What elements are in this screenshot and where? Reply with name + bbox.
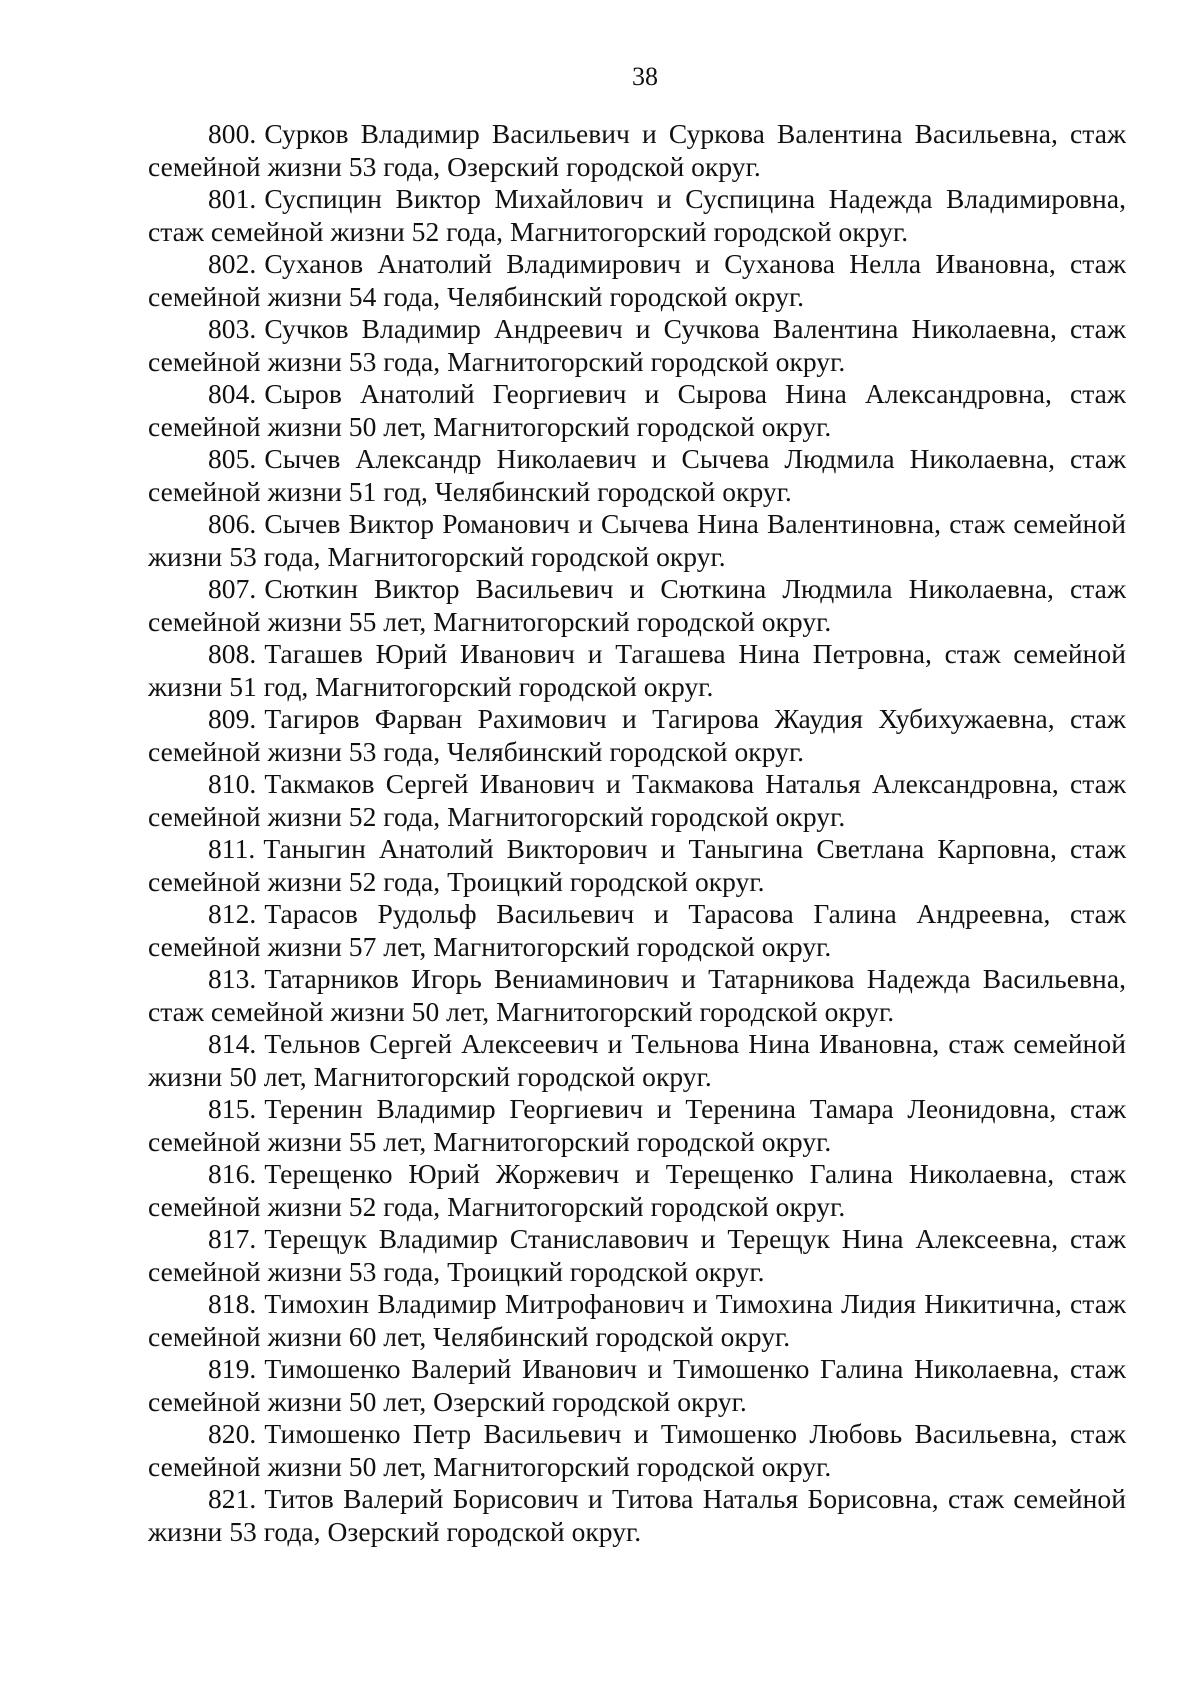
entry-number: 802.	[208, 248, 257, 279]
entry-text: Таныгин Анатолий Викторович и Таныгина Светлана Карповна, стаж семейной жизни 52 года, Троицкий городской округ.	[148, 833, 1126, 897]
list-item	[148, 833, 1126, 898]
list-item	[148, 638, 1126, 703]
entry-text: Сюткин Виктор Васильевич и Сюткина Людмила Николаевна, стаж семейной жизни 55 лет, Магнитогорский городской округ.	[148, 573, 1126, 637]
list-item	[148, 508, 1126, 573]
entry-number: 806.	[208, 508, 257, 539]
page-number: 38	[632, 62, 658, 91]
list-item	[148, 1028, 1126, 1093]
list-item	[148, 1353, 1126, 1418]
entry-text: Суханов Анатолий Владимирович и Суханова Нелла Ивановна, стаж семейной жизни 54 года, Челябинский городской округ.	[148, 248, 1126, 312]
entry-number: 813.	[208, 963, 257, 994]
entry-text: Тельнов Сергей Алексеевич и Тельнова Нина Ивановна, стаж семейной жизни 50 лет, Магнитогорский городской округ.	[148, 1028, 1126, 1092]
entry-number: 820.	[208, 1418, 257, 1449]
list-item	[148, 248, 1126, 313]
entry-number: 809.	[208, 703, 257, 734]
entry-number: 818.	[208, 1288, 257, 1319]
entry-text: Сычев Александр Николаевич и Сычева Людмила Николаевна, стаж семейной жизни 51 год, Челябинский городской округ.	[148, 443, 1126, 507]
entry-number: 811.	[208, 833, 256, 864]
entry-number: 815.	[208, 1093, 257, 1124]
list-item	[148, 183, 1126, 248]
entry-number: 817.	[208, 1223, 257, 1254]
entry-text: Сучков Владимир Андреевич и Сучкова Валентина Николаевна, стаж семейной жизни 53 года, Магнитогорский городской округ.	[148, 313, 1126, 377]
entry-text: Теренин Владимир Георгиевич и Теренина Тамара Леонидовна, стаж семейной жизни 55 лет, Магнитогорский городской округ.	[148, 1093, 1126, 1157]
list-item	[148, 1223, 1126, 1288]
list-item	[148, 963, 1126, 1028]
entry-text: Титов Валерий Борисович и Титова Наталья Борисовна, стаж семейной жизни 53 года, Озерский городской округ.	[148, 1483, 1126, 1547]
entry-list	[148, 118, 1126, 1548]
list-item	[148, 118, 1126, 183]
entry-text: Тимохин Владимир Митрофанович и Тимохина Лидия Никитична, стаж семейной жизни 60 лет, Челябинский городской округ.	[148, 1288, 1126, 1352]
entry-number: 803.	[208, 313, 257, 344]
entry-text: Тарасов Рудольф Васильевич и Тарасова Галина Андреевна, стаж семейной жизни 57 лет, Магнитогорский городской округ.	[148, 898, 1126, 962]
entry-text: Суспицин Виктор Михайлович и Суспицина Надежда Владимировна, стаж семейной жизни 52 года, Магнитогорский городской округ.	[148, 183, 1126, 247]
entry-text: Такмаков Сергей Иванович и Такмакова Наталья Александровна, стаж семейной жизни 52 года, Магнитогорский городской округ.	[148, 768, 1126, 832]
entry-text: Тимошенко Петр Васильевич и Тимошенко Любовь Васильевна, стаж семейной жизни 50 лет, Магнитогорский городской округ.	[148, 1418, 1126, 1482]
list-item	[148, 443, 1126, 508]
list-item	[148, 378, 1126, 443]
list-item	[148, 898, 1126, 963]
entry-number: 805.	[208, 443, 257, 474]
entry-number: 807.	[208, 573, 257, 604]
entry-text: Тагиров Фарван Рахимович и Тагирова Жаудия Хубихужаевна, стаж семейной жизни 53 года, Челябинский городской округ.	[148, 703, 1126, 767]
entry-number: 804.	[208, 378, 257, 409]
entry-text: Терещук Владимир Станиславович и Терещук Нина Алексеевна, стаж семейной жизни 53 года, Троицкий городской округ.	[148, 1223, 1126, 1287]
entry-number: 819.	[208, 1353, 257, 1384]
entry-number: 801.	[208, 183, 257, 214]
entry-number: 816.	[208, 1158, 257, 1189]
entry-text: Сыров Анатолий Георгиевич и Сырова Нина Александровна, стаж семейной жизни 50 лет, Магнитогорский городской округ.	[148, 378, 1126, 442]
entry-text: Татарников Игорь Вениаминович и Татарникова Надежда Васильевна, стаж семейной жизни 50 лет, Магнитогорский городской округ.	[148, 963, 1126, 1027]
entry-text: Сычев Виктор Романович и Сычева Нина Валентиновна, стаж семейной жизни 53 года, Магнитогорский городской округ.	[148, 508, 1126, 572]
entry-number: 810.	[208, 768, 257, 799]
entry-number: 812.	[208, 898, 257, 929]
list-item	[148, 1288, 1126, 1353]
list-item	[148, 1418, 1126, 1483]
list-item	[148, 313, 1126, 378]
list-item	[148, 1093, 1126, 1158]
entry-text: Тимошенко Валерий Иванович и Тимошенко Галина Николаевна, стаж семейной жизни 50 лет, Озерский городской округ.	[148, 1353, 1126, 1417]
entry-number: 800.	[208, 118, 257, 149]
list-item	[148, 573, 1126, 638]
list-item	[148, 1158, 1126, 1223]
list-item	[148, 703, 1126, 768]
list-item	[148, 768, 1126, 833]
entry-text: Сурков Владимир Васильевич и Суркова Валентина Васильевна, стаж семейной жизни 53 года, Озерский городской округ.	[148, 118, 1126, 182]
list-item	[148, 1483, 1126, 1548]
entry-number: 821.	[208, 1483, 257, 1514]
entry-text: Терещенко Юрий Жоржевич и Терещенко Галина Николаевна, стаж семейной жизни 52 года, Магнитогорский городской округ.	[148, 1158, 1126, 1222]
entry-number: 814.	[208, 1028, 257, 1059]
entry-number: 808.	[208, 638, 257, 669]
entry-text: Тагашев Юрий Иванович и Тагашева Нина Петровна, стаж семейной жизни 51 год, Магнитогорский городской округ.	[148, 638, 1126, 702]
